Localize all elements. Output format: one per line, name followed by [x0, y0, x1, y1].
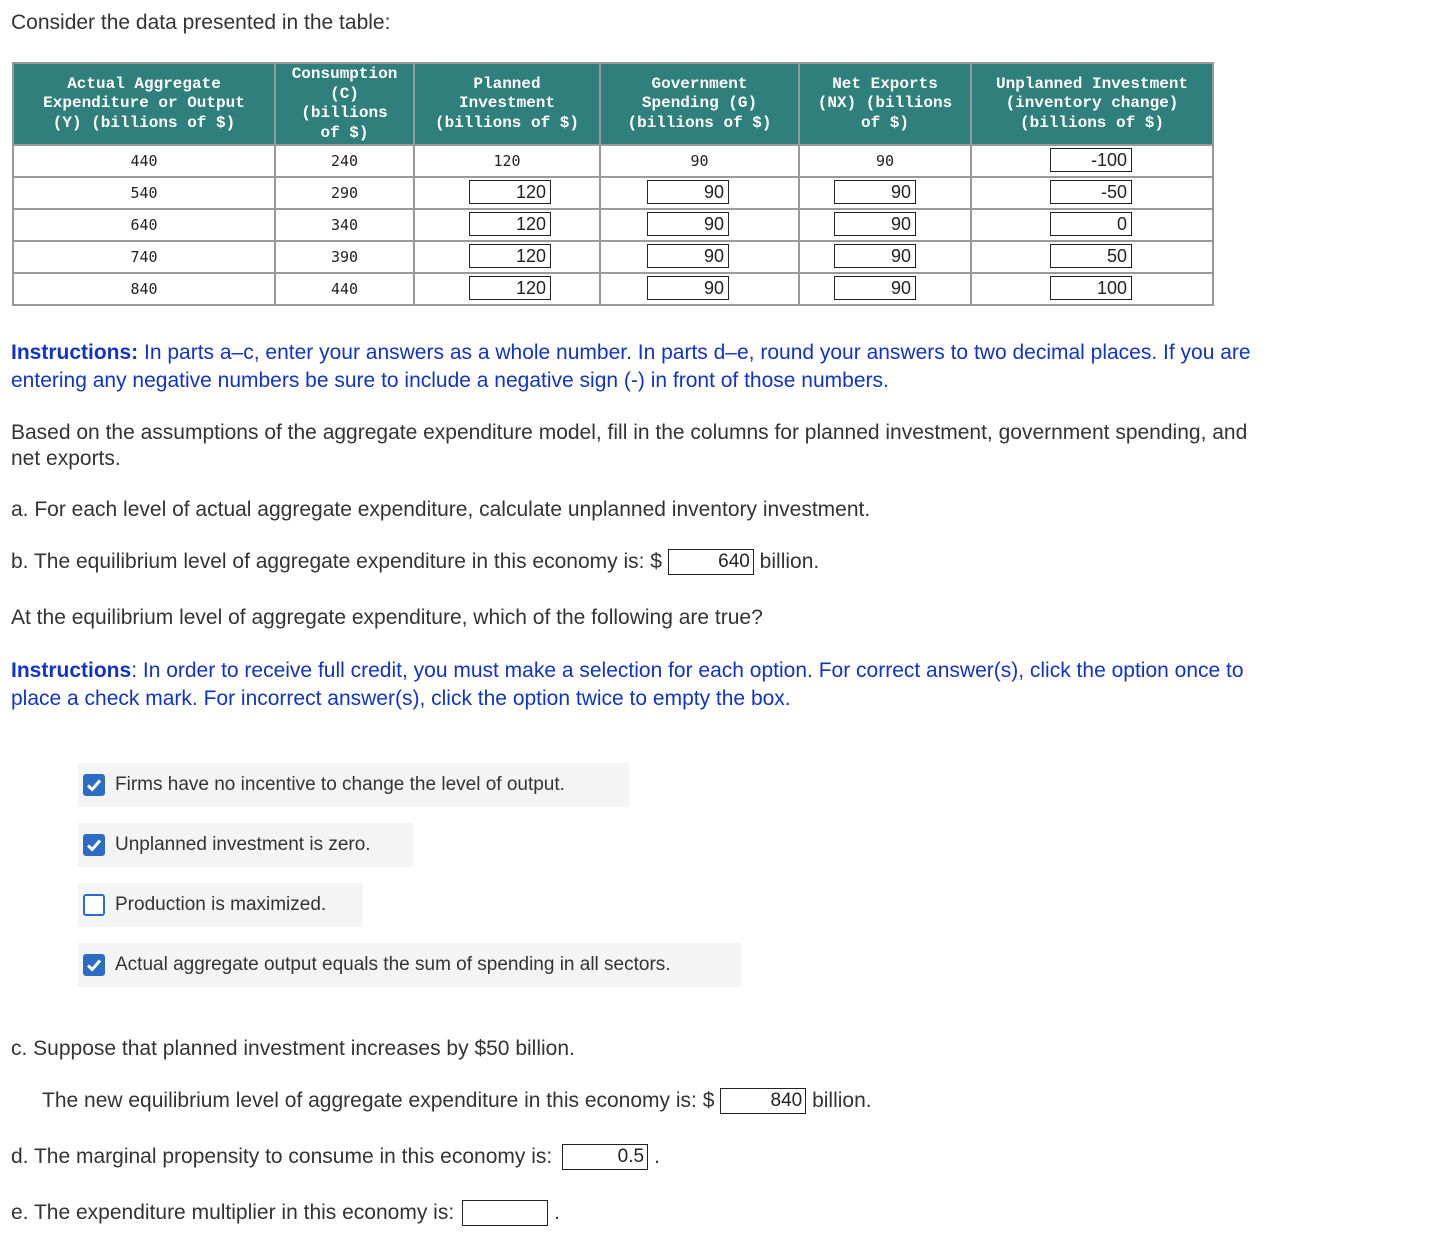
cell-output: 640	[13, 209, 275, 241]
instructions-label: Instructions:	[11, 341, 139, 364]
cell-net-exports	[799, 209, 971, 241]
part-d: d. The marginal propensity to consume in this economy is: 0.5 .	[11, 1143, 660, 1171]
option-output-equals-spending[interactable]	[78, 943, 741, 987]
government-input[interactable]: 90	[647, 180, 729, 204]
col-header-government: Government Spending (G) (billions of $)	[600, 63, 799, 145]
option-label: Firms have no incentive to change the level of output.	[115, 774, 565, 795]
cell-investment	[414, 177, 600, 209]
net-exports-input[interactable]: 90	[834, 212, 916, 236]
option-label: Unplanned investment is zero.	[115, 834, 371, 855]
investment-input[interactable]: 120	[469, 180, 551, 204]
cell-consumption: 390	[275, 241, 414, 273]
option-unplanned-zero[interactable]	[78, 823, 413, 867]
table-row	[13, 177, 1213, 209]
cell-investment	[414, 209, 600, 241]
data-table	[12, 62, 1214, 306]
unplanned-input[interactable]: -50	[1050, 180, 1132, 204]
option-label: Actual aggregate output equals the sum of spending in all sectors.	[115, 954, 671, 975]
based-line-1: Based on the assumptions of the aggregate expenditure model, fill in the columns for planned investment, government spending, and	[11, 421, 1248, 444]
cell-net-exports	[799, 177, 971, 209]
part-c-answer: The new equilibrium level of aggregate expenditure in this economy is: $ 840 billion.	[42, 1087, 872, 1115]
cell-government: 90	[600, 145, 799, 177]
intro-text: Consider the data presented in the table:	[11, 11, 391, 34]
col-header-net-exports: Net Exports (NX) (billions of $)	[799, 63, 971, 145]
option-label: Production is maximized.	[115, 894, 327, 915]
table-row	[13, 241, 1213, 273]
table-header-row	[13, 63, 1213, 145]
government-input[interactable]: 90	[647, 276, 729, 300]
equilibrium-input[interactable]: 640	[668, 549, 754, 575]
cell-unplanned	[971, 273, 1213, 305]
unplanned-input[interactable]: 0	[1050, 212, 1132, 236]
part-b: b. The equilibrium level of aggregate expenditure in this economy is: $ 640 billion.	[11, 548, 819, 576]
checkbox-empty-icon[interactable]	[83, 894, 105, 916]
net-exports-input[interactable]: 90	[834, 244, 916, 268]
cell-net-exports	[799, 241, 971, 273]
cell-consumption: 340	[275, 209, 414, 241]
mpc-input[interactable]: 0.5	[562, 1144, 648, 1170]
cell-net-exports	[799, 273, 971, 305]
based-line-2: net exports.	[11, 447, 121, 470]
cell-unplanned	[971, 241, 1213, 273]
instructions-line-2: entering any negative numbers be sure to include a negative sign (-) in front of those numbers.	[11, 369, 889, 392]
cell-government	[600, 177, 799, 209]
unplanned-input[interactable]: 100	[1050, 276, 1132, 300]
instructions2-line-1: Instructions: In order to receive full credit, you must make a selection for each option. For correct answer(s), click the option once to	[11, 659, 1244, 682]
instructions2-line-2: place a check mark. For incorrect answer(s), click the option twice to empty the box.	[11, 687, 791, 710]
cell-unplanned	[971, 145, 1213, 177]
part-e: e. The expenditure multiplier in this economy is: .	[11, 1199, 560, 1227]
government-input[interactable]: 90	[647, 244, 729, 268]
col-header-unplanned: Unplanned Investment (inventory change) (billions of $)	[971, 63, 1213, 145]
cell-government	[600, 209, 799, 241]
cell-unplanned	[971, 177, 1213, 209]
cell-consumption: 290	[275, 177, 414, 209]
investment-input[interactable]: 120	[469, 244, 551, 268]
cell-consumption: 240	[275, 145, 414, 177]
question-text: At the equilibrium level of aggregate expenditure, which of the following are true?	[11, 606, 763, 629]
cell-output: 840	[13, 273, 275, 305]
government-input[interactable]: 90	[647, 212, 729, 236]
cell-investment	[414, 273, 600, 305]
table-row	[13, 145, 1213, 177]
checkbox-checked-icon[interactable]	[83, 774, 105, 796]
cell-output: 740	[13, 241, 275, 273]
table-row	[13, 273, 1213, 305]
cell-net-exports: 90	[799, 145, 971, 177]
cell-consumption: 440	[275, 273, 414, 305]
cell-output: 540	[13, 177, 275, 209]
cell-output: 440	[13, 145, 275, 177]
instructions-line-1: Instructions: In parts a–c, enter your answers as a whole number. In parts d–e, round your answers to two decimal places. If you are	[11, 341, 1251, 364]
cell-government	[600, 273, 799, 305]
table-row	[13, 209, 1213, 241]
investment-input[interactable]: 120	[469, 276, 551, 300]
part-a-text: a. For each level of actual aggregate expenditure, calculate unplanned inventory investment.	[11, 498, 871, 521]
instructions2-label: Instructions	[11, 659, 132, 682]
col-header-output: Actual Aggregate Expenditure or Output (Y) (billions of $)	[13, 63, 275, 145]
checkbox-checked-icon[interactable]	[83, 954, 105, 976]
cell-investment: 120	[414, 145, 600, 177]
investment-input[interactable]: 120	[469, 212, 551, 236]
cell-investment	[414, 241, 600, 273]
col-header-investment: Planned Investment (billions of $)	[414, 63, 600, 145]
unplanned-input[interactable]: -100	[1050, 148, 1132, 172]
new-equilibrium-input[interactable]: 840	[720, 1088, 806, 1114]
net-exports-input[interactable]: 90	[834, 276, 916, 300]
col-header-consumption: Consumption (C) (billions of $)	[275, 63, 414, 145]
cell-government	[600, 241, 799, 273]
net-exports-input[interactable]: 90	[834, 180, 916, 204]
cell-unplanned	[971, 209, 1213, 241]
part-c-text: c. Suppose that planned investment increases by $50 billion.	[11, 1037, 575, 1060]
option-production-maximized[interactable]	[78, 883, 363, 927]
multiplier-input[interactable]	[462, 1200, 548, 1226]
checkbox-checked-icon[interactable]	[83, 834, 105, 856]
unplanned-input[interactable]: 50	[1050, 244, 1132, 268]
option-no-incentive[interactable]	[78, 763, 629, 807]
